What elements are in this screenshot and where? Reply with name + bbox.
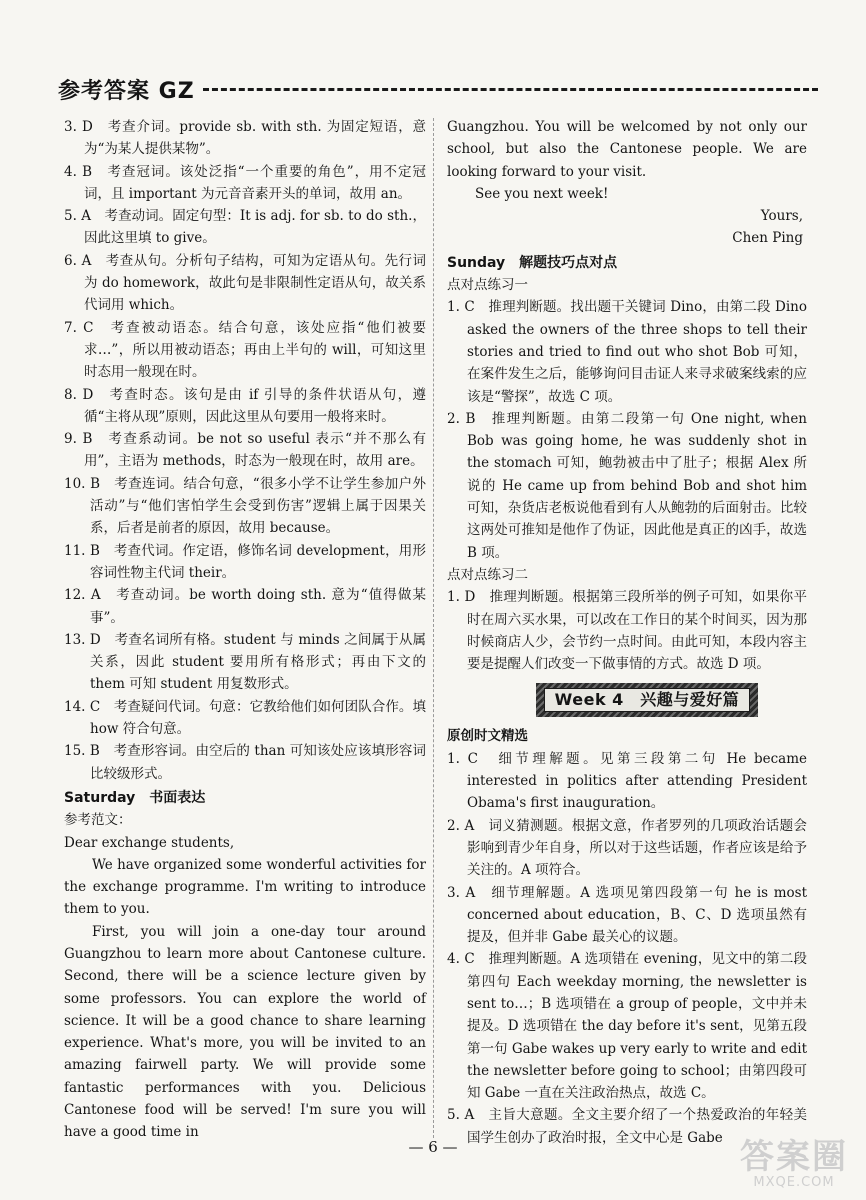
answer-item: 12. A 考查动词。be worth doing sth. 意为“值得做某事”。	[64, 587, 426, 626]
answer-item: 8. D 考查时态。该句是由 if 引导的条件状语从句，遵循“主将从现”原则，因此这里从句要用一般将来时。	[64, 386, 426, 425]
signature-line: Yours,	[760, 208, 803, 225]
answer-item: 11. B 考查代词。作定语，修饰名词 development，用形容词性物主代词 their。	[64, 542, 426, 581]
week-banner-frame	[536, 683, 759, 717]
essay-paragraph: Guangzhou. You will be welcomed by not only our school, but also the Cantonese people. We are looking forward to your visit.	[447, 119, 807, 180]
watermark-logo	[740, 1139, 848, 1190]
text-line: 点对点练习二	[447, 566, 528, 583]
text-line: Dear exchange students,	[64, 834, 235, 851]
answer-item: 9. B 考查系动词。be not so useful 表示“并不那么有用”，主语为 methods，时态为一般现在时，故用 are。	[64, 431, 426, 470]
answer-item: 1. D 推理判断题。根据第三段所举的例子可知，如果你平时在周六买水果，可以改在工作日的某个时间买，因为那时候商店人少，会节约一点时间。由此可知，本段内容主要是提醒人们改变一下做事情的方式。故选 D 项。	[447, 589, 807, 673]
essay-paragraph: We have organized some wonderful activities for the exchange programme. I'm writing to introduce them to you.	[64, 856, 426, 918]
page-header	[58, 72, 818, 106]
watermark-main: 答案圈	[740, 1137, 848, 1177]
answer-item: 1. C 推理判断题。找出题干关键词 Dino，由第二段 Dino asked the owners of the three shops to tell their stories and tried to find out who shot Bob 可知，在案件发生之后，能够询问目击证人来寻求破案线索的应该是“警探”，故选 C 项。	[447, 299, 807, 405]
answer-item: 2. A 词义猜测题。根据文意，作者罗列的几项政治话题会影响到青少年自身，所以对于这些话题，作者应该是给予关注的。A 项符合。	[447, 817, 807, 879]
watermark-url: MXQE.COM	[753, 1175, 835, 1190]
essay-paragraph: See you next week!	[475, 185, 609, 202]
answer-item: 4. C 推理判断题。A 选项错在 evening，见文中的第二段第四句 Each weekday morning, the newsletter is sent to…；B 选项错在 a group of people，文中并未提及。D 选项错在 the day before it's sent，见第五段第一句 Gabe wakes up very early to write and edit the newsletter before going to school；由第四段可知 Gabe 一直在关注政治热点，故选 C。	[447, 951, 807, 1102]
answer-item: 3. A 细节理解题。A 选项见第四段第一句 he is most concerned about education，B、C、D 选项虽然有提及，但并非 Gabe 最关心的议题。	[447, 884, 807, 946]
answer-item: 2. B 推理判断题。由第二段第一句 One night, when Bob was going home, he was suddenly shot in the stomach 可知，鲍勃被击中了肚子；根据 Alex 所说的 He came up from behind Bob and shot him 可知，杂货店老板说他看到有人从鲍勃的后面射击。比较这两处可推知是他作了伪证，因此他是真正的凶手，故选 B 项。	[447, 410, 807, 561]
week-banner	[487, 683, 807, 717]
answer-item: 10. B 考查连词。结合句意，“很多小学不让学生参加户外活动”与“他们害怕学生会受到伤害”逻辑上属于因果关系，后者是前者的原因，故用 because。	[64, 475, 426, 537]
subsection-heading: 原创时文精选	[447, 728, 528, 745]
text-line: 参考范文：	[64, 812, 132, 829]
answer-item: 6. A 考查从句。分析句子结构，可知为定语从句。先行词为 do homework，故此句是非限制性定语从句，故关系代词用 which。	[64, 252, 426, 314]
section-heading: Saturday 书面表达	[64, 789, 206, 806]
right-column	[447, 116, 807, 1149]
answer-item: 4. B 考查冠词。该处泛指“一个重要的角色”，用不定冠词，且 important 为元音音素开头的单词，故用 an。	[64, 163, 426, 202]
answer-item: 14. C 考查疑问代词。句意：它教给他们如何团队合作。填 how 符合句意。	[64, 698, 426, 738]
page-number: — 6 —	[408, 1138, 458, 1156]
answer-item: 15. B 考查形容词。由空后的 than 可知该处应该填形容词比较级形式。	[64, 743, 426, 782]
header-rule	[203, 88, 818, 91]
text-line: 点对点练习一	[447, 277, 528, 294]
section-heading: Sunday 解题技巧点对点	[447, 254, 618, 271]
answer-item: 5. A 考查动词。固定句型：It is adj. for sb. to do sth.，因此这里填 to give。	[64, 208, 426, 247]
essay-paragraph: First, you will join a one-day tour around Guangzhou to learn more about Cantonese culture. Second, there will be a science lecture given by some professors. You can explore the world of science. It will be a good chance to share learning experience. What's more, you will be invited to an amazing fairwell party. We will provide some fantastic performances with you. Delicious Cantonese food will be served! I'm sure you will have a good time in	[64, 923, 426, 1141]
column-divider	[433, 118, 434, 1138]
answer-item: 1. C 细节理解题。见第三段第二句 He became interested in politics after attending President Obama's first inauguration。	[447, 750, 807, 812]
signature-line: Chen Ping	[732, 230, 803, 247]
answer-item: 7. C 考查被动语态。结合句意，该处应指“他们被要求…”，所以用被动语态；再由上半句的 will，可知这里时态用一般现在时。	[64, 319, 426, 381]
answer-item: 3. D 考查介词。provide sb. with sth. 为固定短语，意为“为某人提供某物”。	[64, 119, 426, 158]
week-banner-title: Week 4 兴趣与爱好篇	[544, 688, 751, 712]
header-title: 参考答案 GZ	[58, 78, 195, 104]
answer-item: 5. A 主旨大意题。全文主要介绍了一个热爱政治的年轻美国学生创办了政治时报，全文中心是 Gabe	[447, 1107, 807, 1146]
left-column	[64, 116, 426, 1144]
answer-item: 13. D 考查名词所有格。student 与 minds 之间属于从属关系，因此 student 要用所有格形式；再由下文的 them 可知 student 用复数形式。	[64, 631, 426, 693]
